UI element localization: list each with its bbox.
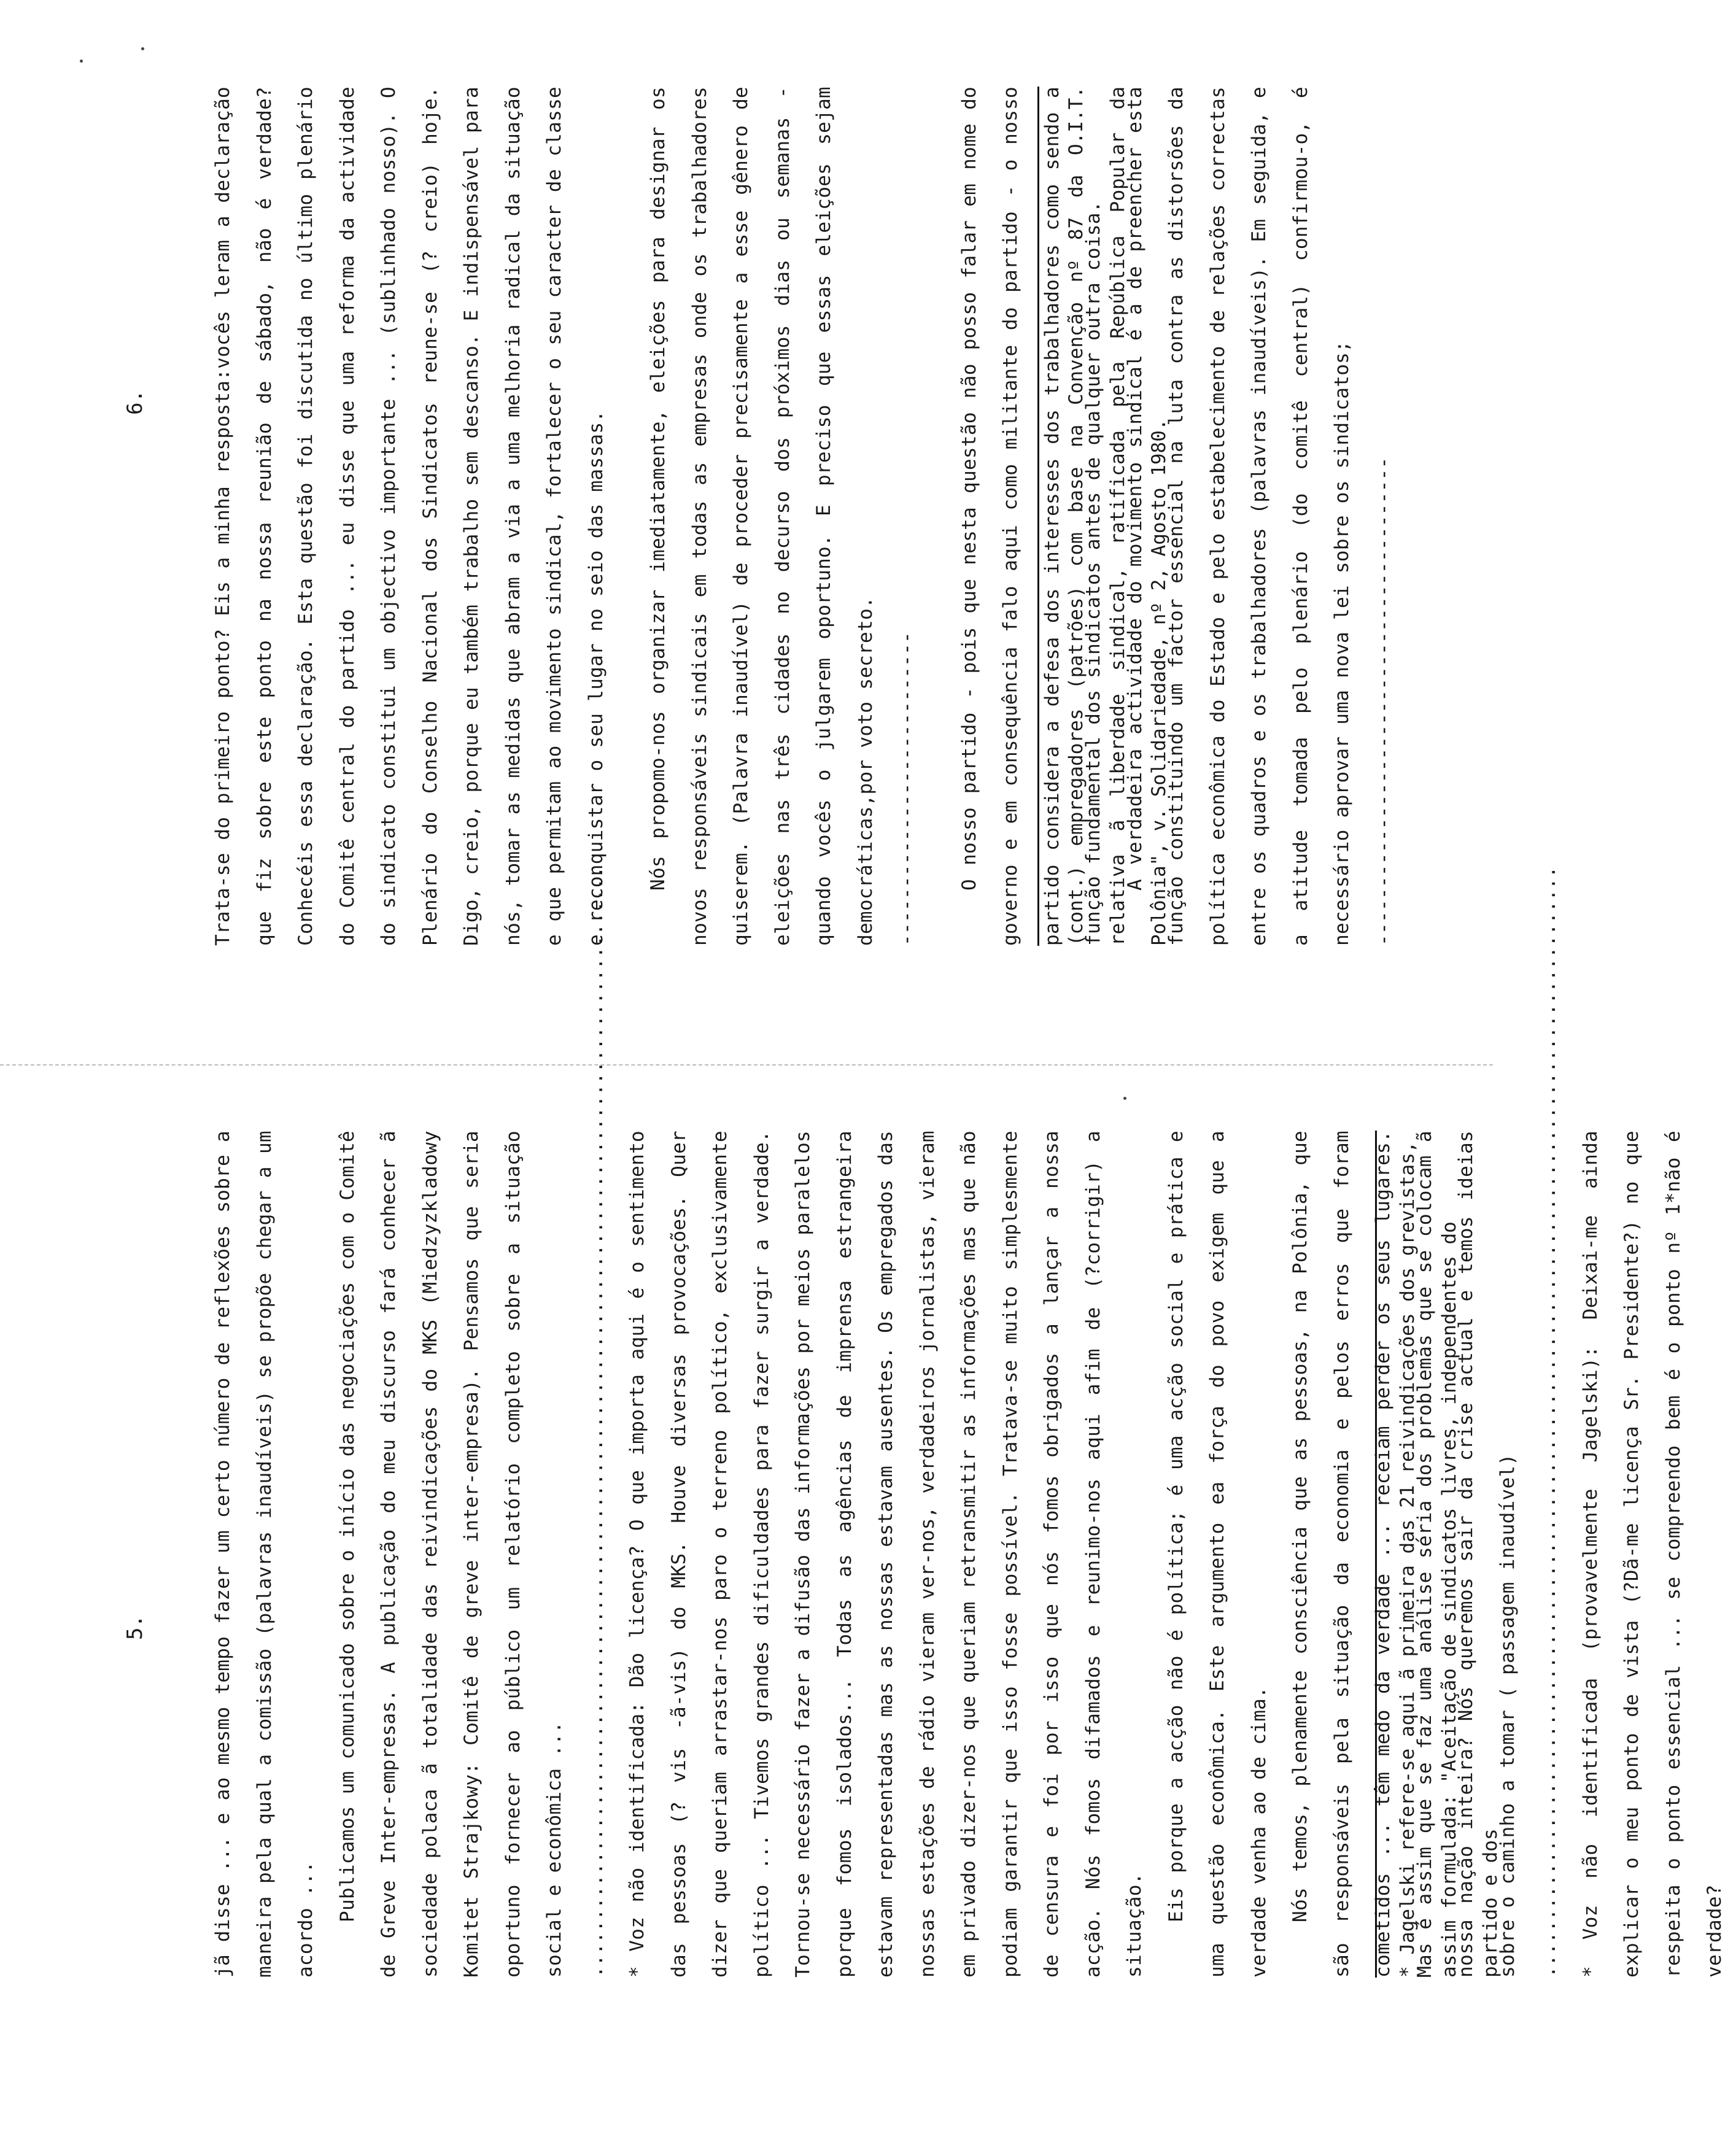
scan-speck: [80, 60, 83, 63]
paragraph: * Voz não identificada: Dão licença? O que importa aqui é o sentimento das pessoas (? vis -ã-vis) do MKS. Houve diversas provocações. Quer dizer que queriam arrastar-nos paro o terreno político, exclusivamente político ... Tivemos grandes dificuldades para fazer surgir a verdade. Tornou-se necessário fazer a difusão das informações por meios paralelos porque fomos isolados... Todas as agências de imprensa estrangeira estavam representadas mas as nossas estavam ausentes. Os empregados das nossas estações de rádio vieram ver-nos, verdadeiros jornalistas, vieram em privado dizer-nos que queriam retransmitir as informações mas que não podiam garantir que isso fosse possível. Tratava-se muito simplesmente de censura e foi por isso que nós fomos obrigados a lançar a nossa acção. Nós fomos difamados e reunimo-nos aqui afim de (?corrigir) a situação.: [626, 1131, 1145, 1978]
paragraph: Publicamos um comunicado sobre o início das negociações com o Comitê de Greve Inter-empresas. A publicação do meu discurso fará conhecer ã sociedade polaca ã totalidade das reivindicações do MKS (Miedzyzkladowy Komitet Strajkowy: Comitê de greve inter-empresa). Pensamos que seria oportuno fornecer ao público um relatório completo sobre a situação social e econômica ...: [336, 1131, 565, 1978]
scan-speck: [141, 47, 144, 50]
spacer: [928, 87, 949, 946]
paragraph: Nós propomo-nos organizar imediatamente, eleições para designar os novos responsáveis sindicais em todas as empresas onde os trabalhadores quiserem. (Palavra inaudível) de proceder precisamente a esse gênero de eleições nas três cidades no decurso dos próximos dias ou semanas - quando vocês o julgarem oportuno. E preciso que essas eleições sejam democráticas,por voto secreto.: [647, 87, 877, 946]
footnote: * Jagelski refere-se aqui ã primeira das 21 reivindicações dos grevistas, assim formulada: "Aceitação de sindicatos livres, independentes do partido e dos: [1397, 1141, 1502, 1978]
paragraph: O nosso partido - pois que nesta questão não posso falar em nome do governo e em consequência falo aqui como militante do partido - o nosso partido considera a defesa dos interesses dos trabalhadores como sendo a função fundamental dos sindicatos antes de qualquer outra coisa.: [958, 87, 1104, 946]
paragraph: Eis porque a acção não é política; é uma acção social e prática e uma questão econômica. Este argumento ea força do povo exigem que a verdade venha ao de cima.: [1164, 1131, 1270, 1978]
footnote-rule: [1375, 1131, 1377, 1978]
page-body: [203, 87, 1405, 946]
paragraph: jã disse ... e ao mesmo tempo fazer um certo número de reflexões sobre a maneira pela qual a comissão (palavras inaudíveis) se propõe chegar a um acordo ...: [212, 1131, 317, 1978]
page-6: [0, 0, 1493, 1066]
paragraph: Nós temos, plenamente consciência que as pessoas, na Polônia, que são responsáveis pela situação da economia e pelos erros que foram cometidos ... têm medo da verdade ... receiam perder os seus lugares. Mas é assim que se faz uma análise séria dos problemas que se colocam ã nossa nação inteira? Nós queremos sair da crise actual e temos ideias sobre o caminho a tomar ( passagem inaudível): [1289, 1131, 1519, 1978]
page-number: 5.: [123, 1615, 147, 1640]
page-number: 6.: [123, 390, 147, 415]
paragraph: * Voz não identificada (provavelmente Jagelski): Deixai-me ainda explicar o meu ponto de vista (?Dã-me licença Sr. Presidente?) no que respeita o ponto essencial ... se compreendo bem é o ponto nº 1*não é verdade?: [1579, 1131, 1726, 1978]
spacer: [617, 87, 638, 946]
dashed-separator: ------------------------------------------: [1372, 457, 1395, 946]
dotted-separator: .................................................................................................: [584, 866, 607, 1978]
dashed-separator: ---------------------------: [896, 631, 918, 946]
scan-speck: [1123, 1097, 1126, 1100]
paragraph: Trata-se do primeiro ponto? Eis a minha resposta:vocês leram a declaração que fiz sobre este ponto na nossa reunião de sábado, não é verdade? Conhecéis essa declaração. Esta questão foi discutida no último plenário do Comitê central do partido ... eu disse que uma reforma da actividade do sindicato constitui um objectivo importante ... (sublinhado nosso). O Plenário do Conselho Nacional dos Sindicatos reune-se (? creio) hoje. Digo, creio, porque eu também trabalho sem descanso. E indispensável para nós, tomar as medidas que abram a via a uma melhoria radical da situação e que permitam ao movimento sindical, fortalecer o seu caracter de classe e reconquistar o seu lugar no seio das massas.: [212, 87, 607, 946]
footnote: (cont.) empregadores (patrões) com base na Convenção nº 87 da O.I.T. relativa ã liberdade sindical, ratificada pela República Popular da Polônia", v. Solidariedade, nº 2, Agosto 1980.: [1065, 87, 1170, 946]
page-5: [0, 866, 1726, 2131]
footnote-rule: [1037, 87, 1039, 946]
dotted-separator: .................................................................................................: [1538, 866, 1560, 1978]
paragraph: A verdadeira actividade do movimento sindical é a de preencher esta função constituindo um factor essencial na luta contra as distorsões da política econômica do Estado e pelo estabelecimento de relações correctas entre os quadros e os trabalhadores (palavras inaudíveis). Em seguida, e a atitude tomada pelo plenário (do comitê central) confirmou-o, é necessário aprovar uma nova lei sobre os sindicatos;: [1123, 87, 1353, 946]
